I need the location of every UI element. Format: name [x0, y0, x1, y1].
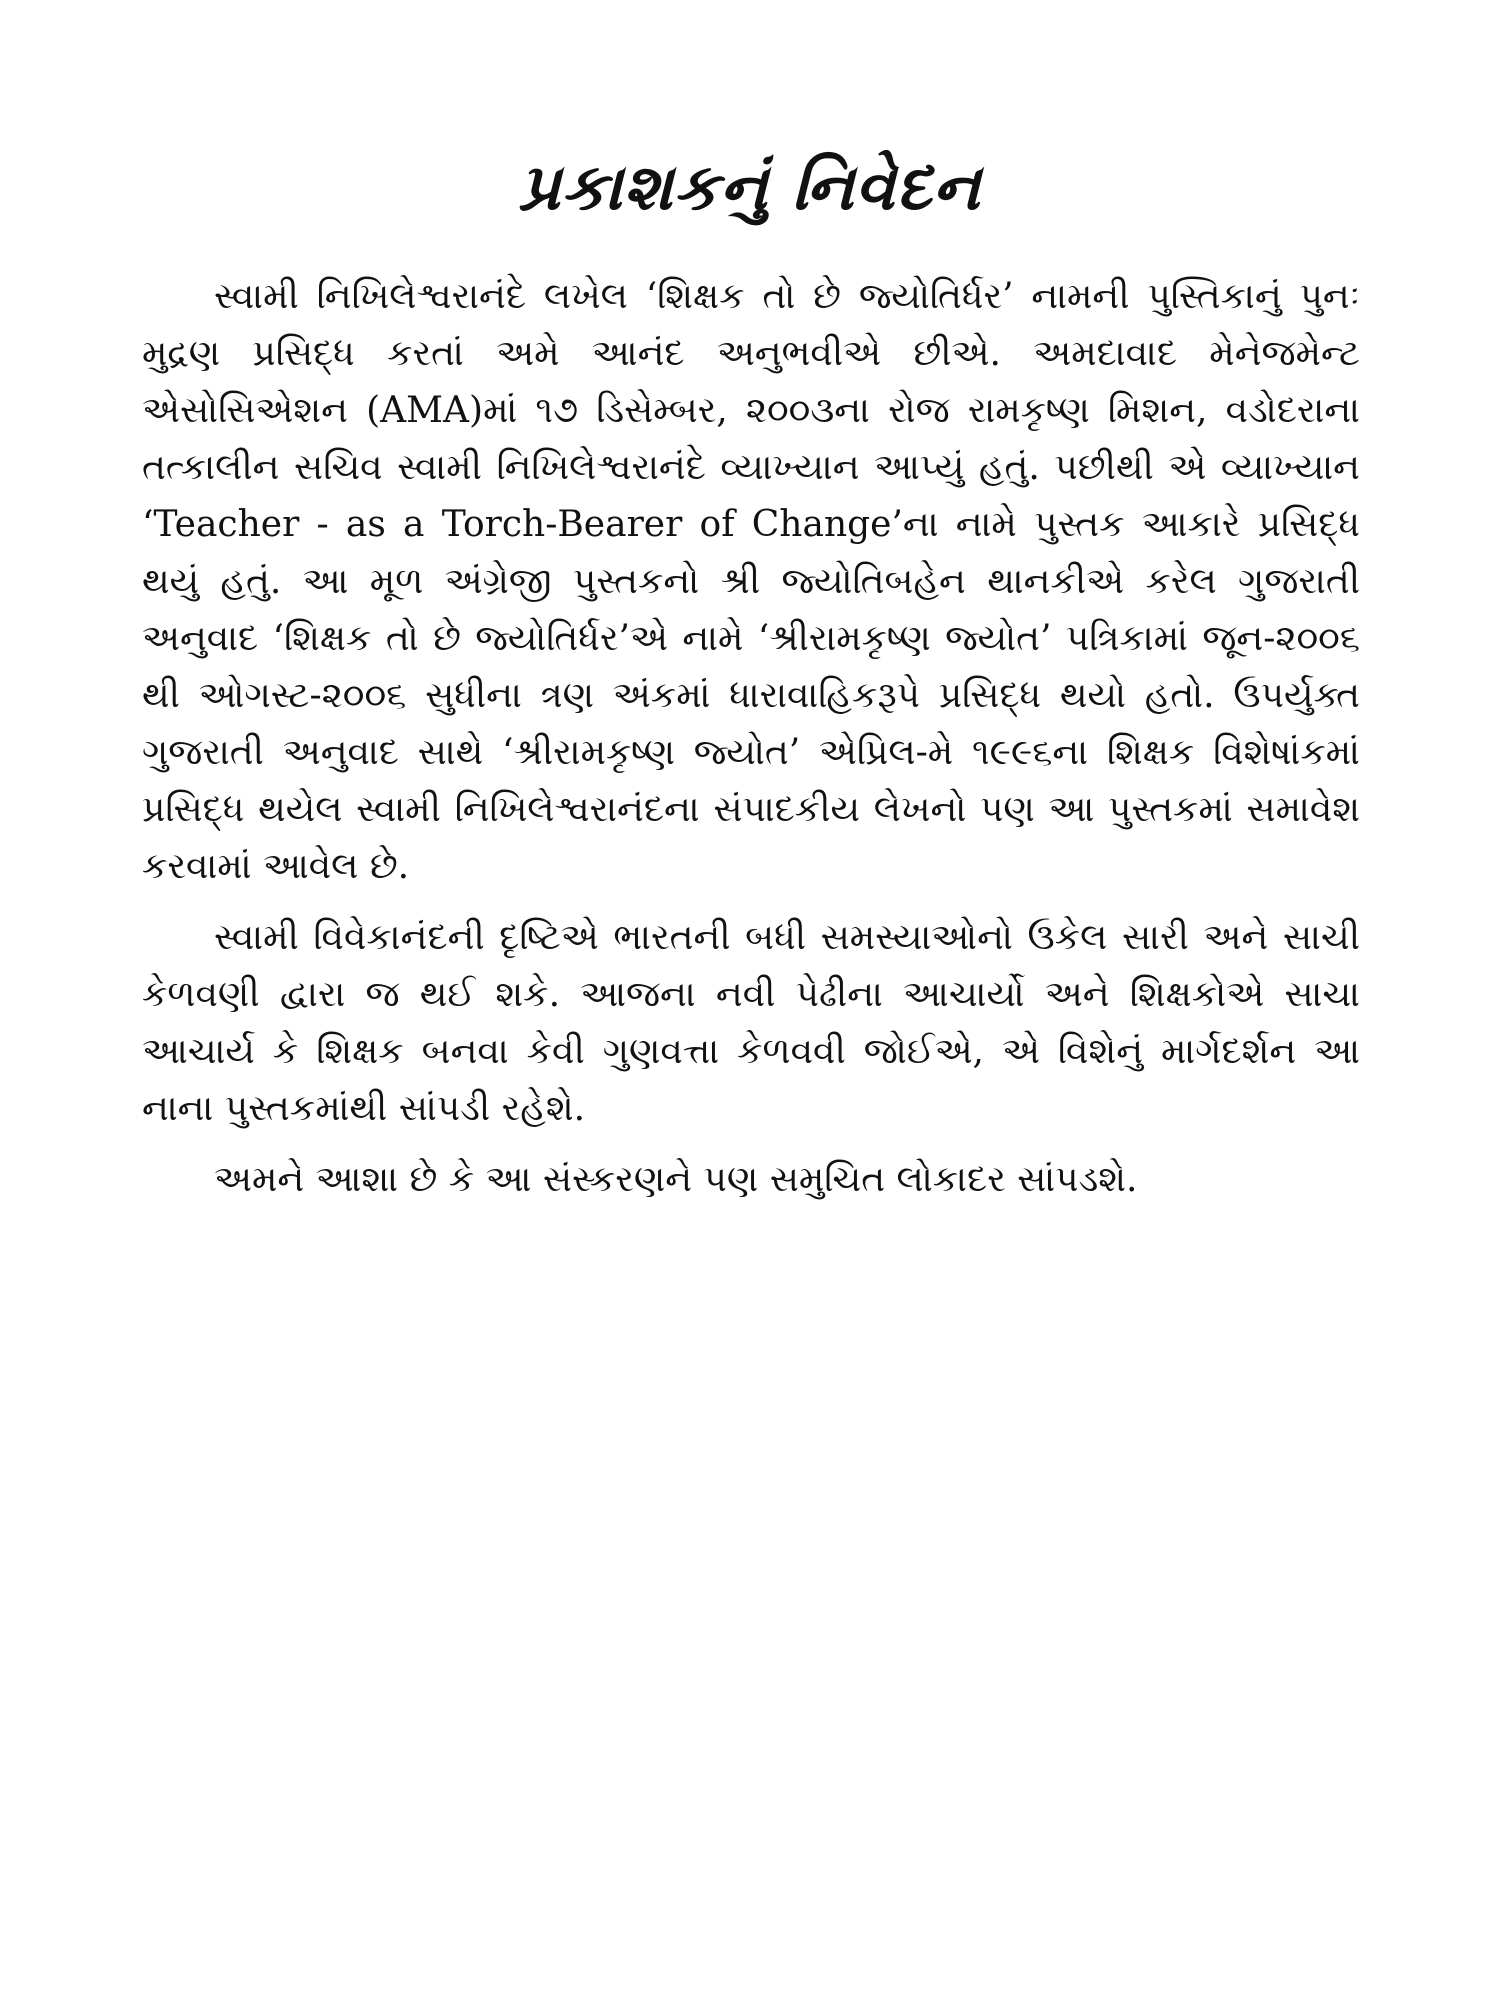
- page-title: પ્રકાશકનું નિવેદન: [518, 150, 982, 225]
- paragraph-2: સ્વામી વિવેકાનંદની દૃષ્ટિએ ભારતની બધી સમસ્યાઓનો ઉકેલ સારી અને સાચી કેળવણી દ્વારા જ થઈ શકે. આજના નવી પેઢીના આચાર્યો અને શિક્ષકોએ સાચા આચાર્ય કે શિક્ષક બનવા કેવી ગુણવત્તા કેળવવી જોઈએ, એ વિશેનું માર્ગદર્શન આ નાના પુસ્તકમાંથી સાંપડી રહેશે.: [142, 917, 1360, 1129]
- paragraph-1: સ્વામી નિખિલેશ્વરાનંદે લખેલ ‘શિક્ષક તો છે જ્યોતિર્ધર’ નામની પુસ્તિકાનું પુનઃ મુદ્રણ પ્રસિદ્ધ કરતાં અમે આનંદ અનુભવીએ છીએ. અમદાવાદ મેનેજમેન્ટ એસોસિએશન (AMA)માં ૧૭ ડિસેમ્બર, ૨૦૦૩ના રોજ રામકૃષ્ણ મિશન, વડોદરાના તત્કાલીન સચિવ સ્વામી નિખિલેશ્વરાનંદે વ્યાખ્યાન આપ્યું હતું. પછીથી એ વ્યાખ્યાન ‘Teacher - as a Torch-Bearer of Change’ના નામે પુસ્તક આકારે પ્રસિદ્ધ થયું હતું. આ મૂળ અંગ્રેજી પુસ્તકનો શ્રી જ્યોતિબહેન થાનકીએ કરેલ ગુજરાતી અનુવાદ ‘શિક્ષક તો છે જ્યોતિર્ધર’એ નામે ‘શ્રીરામકૃષ્ણ જ્યોત’ પત્રિકામાં જૂન-૨૦૦૬ થી ઓગસ્ટ-૨૦૦૬ સુધીના ત્રણ અંકમાં ધારાવાહિકરૂપે પ્રસિદ્ધ થયો હતો. ઉપર્યુક્ત ગુજરાતી અનુવાદ સાથે ‘શ્રીરામકૃષ્ણ જ્યોત’ એપ્રિલ-મે ૧૯૯૬ના શિક્ષક વિશેષાંકમાં પ્રસિદ્ધ થયેલ સ્વામી નિખિલેશ્વરાનંદના સંપાદકીય લેખનો પણ આ પુસ્તકમાં સમાવેશ કરવામાં આવેલ છે.: [142, 276, 1360, 887]
- paragraph-3: અમને આશા છે કે આ સંસ્કરણને પણ સમુચિત લોકાદર સાંપડશે.: [214, 1159, 1138, 1200]
- document-body: [142, 268, 1360, 1222]
